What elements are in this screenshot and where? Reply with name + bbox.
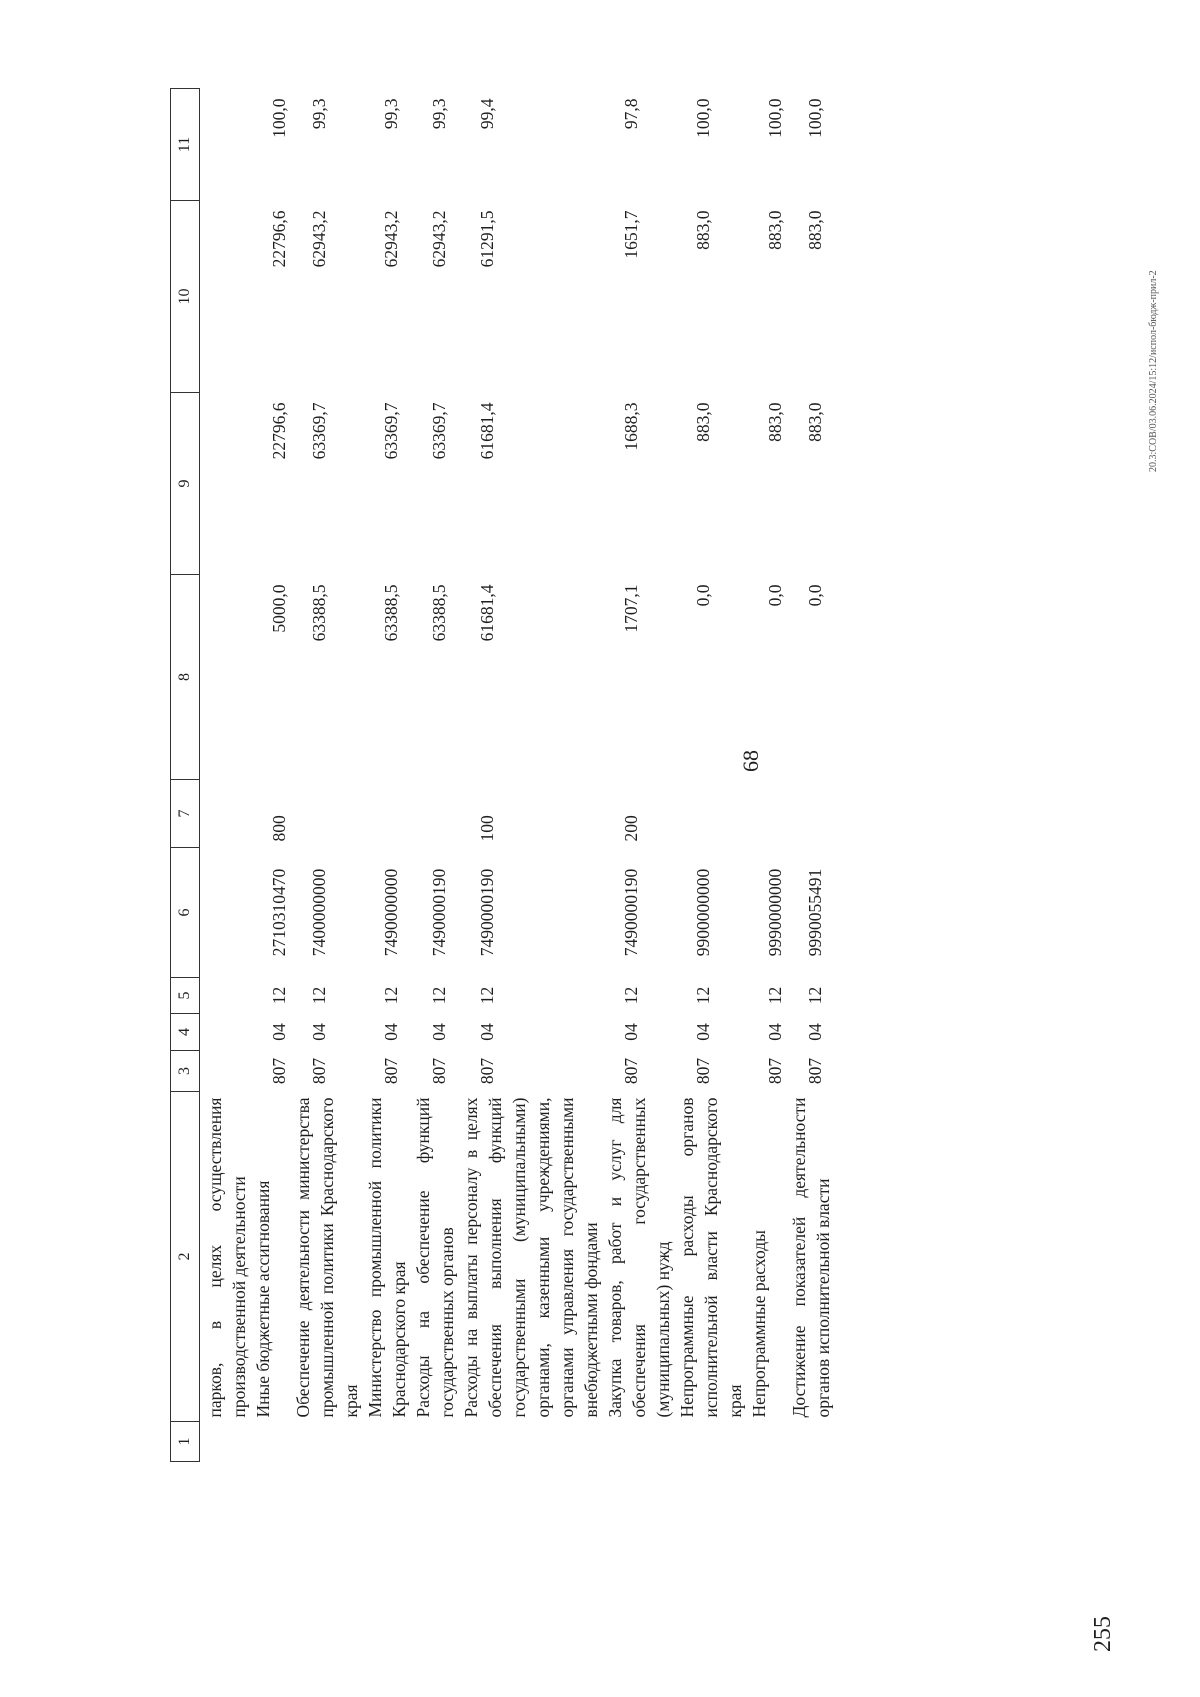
table-row xyxy=(787,89,835,1462)
budget-table xyxy=(170,88,835,1462)
subsection-code: 12 xyxy=(429,986,449,1005)
execution-percent: 97,8 xyxy=(621,98,641,130)
subsection-code: 12 xyxy=(805,986,825,1005)
budget-list-amount: 63369,7 xyxy=(429,402,449,460)
row-number xyxy=(363,1422,411,1462)
row-number xyxy=(459,1422,603,1462)
subsection-code: 12 xyxy=(765,986,785,1005)
ministry-code: 807 xyxy=(429,1057,449,1085)
execution-percent xyxy=(200,89,252,201)
column-header: 5 xyxy=(171,978,200,1014)
table-row xyxy=(363,89,411,1462)
row-description: Непрограммные расходы органов исполнительной власти Краснодарского края xyxy=(677,1097,745,1418)
target-article-code: 7490000000 xyxy=(381,868,401,957)
table-row xyxy=(251,89,291,1462)
target-article-code xyxy=(200,848,252,978)
row-description: парков, в целях осуществления производственной деятельности xyxy=(205,1097,249,1418)
ministry-code: 807 xyxy=(805,1057,825,1085)
budget-list-amount: 883,0 xyxy=(765,402,785,442)
target-article-code: 2710310470 xyxy=(269,868,289,957)
ministry-code: 807 xyxy=(477,1057,497,1085)
expense-type-code: 100 xyxy=(477,815,497,842)
row-description: Расходы на выплаты персоналу в целях обеспечения выполнения функций государственными (муниципальными) органами, казенными учреждениями, органами управления государственными внебюджетными фондами xyxy=(461,1097,601,1418)
budget-list-amount: 61681,4 xyxy=(477,402,497,460)
table-body xyxy=(200,89,836,1462)
row-number xyxy=(411,1422,459,1462)
column-header: 3 xyxy=(171,1051,200,1092)
execution-percent: 100,0 xyxy=(269,98,289,138)
approved-amount: 5000,0 xyxy=(269,584,289,633)
expense-type-code xyxy=(200,780,252,848)
executed-amount xyxy=(200,201,252,393)
target-article-code: 9990055491 xyxy=(805,868,825,957)
budget-list-amount: 63369,7 xyxy=(309,402,329,460)
row-number xyxy=(200,1422,252,1462)
document-code: 20.3:СОВ/03.06.2024/15:12/испол-бюдж-прил-2 xyxy=(1148,270,1159,472)
executed-amount: 61291,5 xyxy=(477,210,497,268)
row-description: Иные бюджетные ассигнования xyxy=(253,1180,273,1418)
ministry-code: 807 xyxy=(309,1057,329,1085)
row-number xyxy=(747,1422,787,1462)
column-header: 8 xyxy=(171,575,200,780)
expense-type-code xyxy=(675,780,747,848)
section-code: 04 xyxy=(381,1023,401,1041)
row-description: Министерство промышленной политики Краснодарского края xyxy=(365,1097,409,1418)
section-code: 04 xyxy=(309,1023,329,1041)
execution-percent: 99,3 xyxy=(309,98,329,130)
subsection-code: 12 xyxy=(693,986,713,1005)
table-row xyxy=(747,89,787,1462)
approved-amount xyxy=(200,575,252,780)
row-number xyxy=(291,1422,363,1462)
expense-type-code xyxy=(363,780,411,848)
executed-amount: 22796,6 xyxy=(269,210,289,268)
table-row xyxy=(603,89,675,1462)
expense-type-code xyxy=(291,780,363,848)
budget-list-amount: 22796,6 xyxy=(269,402,289,460)
approved-amount: 63388,5 xyxy=(309,584,329,642)
row-description: Непрограммные расходы xyxy=(749,1230,769,1418)
approved-amount: 1707,1 xyxy=(621,584,641,633)
table-row xyxy=(200,89,252,1462)
executed-amount: 883,0 xyxy=(805,210,825,250)
approved-amount: 63388,5 xyxy=(381,584,401,642)
row-number xyxy=(675,1422,747,1462)
sheet-number: 255 xyxy=(1090,1616,1116,1652)
budget-list-amount: 883,0 xyxy=(693,402,713,442)
section-code: 04 xyxy=(765,1023,785,1041)
subsection-code: 12 xyxy=(269,986,289,1005)
approved-amount: 0,0 xyxy=(693,584,713,607)
table-row xyxy=(411,89,459,1462)
executed-amount: 62943,2 xyxy=(309,210,329,268)
expense-type-code: 800 xyxy=(269,815,289,842)
approved-amount: 61681,4 xyxy=(477,584,497,642)
approved-amount: 0,0 xyxy=(805,584,825,607)
column-header: 6 xyxy=(171,848,200,978)
executed-amount: 883,0 xyxy=(693,210,713,250)
budget-list-amount: 63369,7 xyxy=(381,402,401,460)
target-article-code: 7490000190 xyxy=(429,868,449,957)
executed-amount: 62943,2 xyxy=(429,210,449,268)
column-header: 11 xyxy=(171,89,200,201)
row-description: Закупка товаров, работ и услуг для обеспечения государственных (муниципальных) нужд xyxy=(605,1097,673,1418)
target-article-code: 9990000000 xyxy=(765,868,785,957)
budget-list-amount: 883,0 xyxy=(805,402,825,442)
ministry-code xyxy=(200,1051,252,1092)
section-code: 04 xyxy=(477,1023,497,1041)
expense-type-code xyxy=(747,780,787,848)
column-header: 10 xyxy=(171,201,200,393)
page-number: 68 xyxy=(738,750,763,772)
section-code: 04 xyxy=(429,1023,449,1041)
table-row xyxy=(291,89,363,1462)
column-header: 4 xyxy=(171,1014,200,1051)
execution-percent: 100,0 xyxy=(693,98,713,138)
header-row xyxy=(171,89,200,1462)
row-description: Обеспечение деятельности министерства промышленной политики Краснодарского края xyxy=(293,1097,361,1418)
row-number xyxy=(787,1422,835,1462)
subsection-code: 12 xyxy=(477,986,497,1005)
execution-percent: 99,4 xyxy=(477,98,497,130)
column-header: 9 xyxy=(171,393,200,575)
section-code: 04 xyxy=(805,1023,825,1041)
row-description: Достижение показателей деятельности органов исполнительной власти xyxy=(789,1097,833,1418)
section-code: 04 xyxy=(269,1023,289,1041)
budget-list-amount: 1688,3 xyxy=(621,402,641,451)
ministry-code: 807 xyxy=(693,1057,713,1085)
target-article-code: 7400000000 xyxy=(309,868,329,957)
subsection-code: 12 xyxy=(621,986,641,1005)
row-number xyxy=(251,1422,291,1462)
ministry-code: 807 xyxy=(269,1057,289,1085)
execution-percent: 99,3 xyxy=(429,98,449,130)
subsection-code: 12 xyxy=(381,986,401,1005)
executed-amount: 1651,7 xyxy=(621,210,641,259)
column-header: 2 xyxy=(171,1092,200,1422)
approved-amount: 0,0 xyxy=(765,584,785,607)
section-code: 04 xyxy=(621,1023,641,1041)
section-code: 04 xyxy=(693,1023,713,1041)
ministry-code: 807 xyxy=(381,1057,401,1085)
target-article-code: 7490000190 xyxy=(621,868,641,957)
expense-type-code xyxy=(787,780,835,848)
subsection-code: 12 xyxy=(309,986,329,1005)
section-code xyxy=(200,1014,252,1051)
executed-amount: 883,0 xyxy=(765,210,785,250)
expense-type-code: 200 xyxy=(621,815,641,842)
expense-type-code xyxy=(411,780,459,848)
execution-percent: 100,0 xyxy=(765,98,785,138)
approved-amount: 63388,5 xyxy=(429,584,449,642)
row-number xyxy=(603,1422,675,1462)
target-article-code: 9900000000 xyxy=(693,868,713,957)
executed-amount: 62943,2 xyxy=(381,210,401,268)
table-row xyxy=(459,89,603,1462)
budget-list-amount xyxy=(200,393,252,575)
row-description: Расходы на обеспечение функций государственных органов xyxy=(413,1097,457,1418)
execution-percent: 99,3 xyxy=(381,98,401,130)
execution-percent: 100,0 xyxy=(805,98,825,138)
table-row xyxy=(675,89,747,1462)
subsection-code xyxy=(200,978,252,1014)
column-header: 7 xyxy=(171,780,200,848)
ministry-code: 807 xyxy=(765,1057,785,1085)
target-article-code: 7490000190 xyxy=(477,868,497,957)
column-header: 1 xyxy=(171,1422,200,1462)
ministry-code: 807 xyxy=(621,1057,641,1085)
